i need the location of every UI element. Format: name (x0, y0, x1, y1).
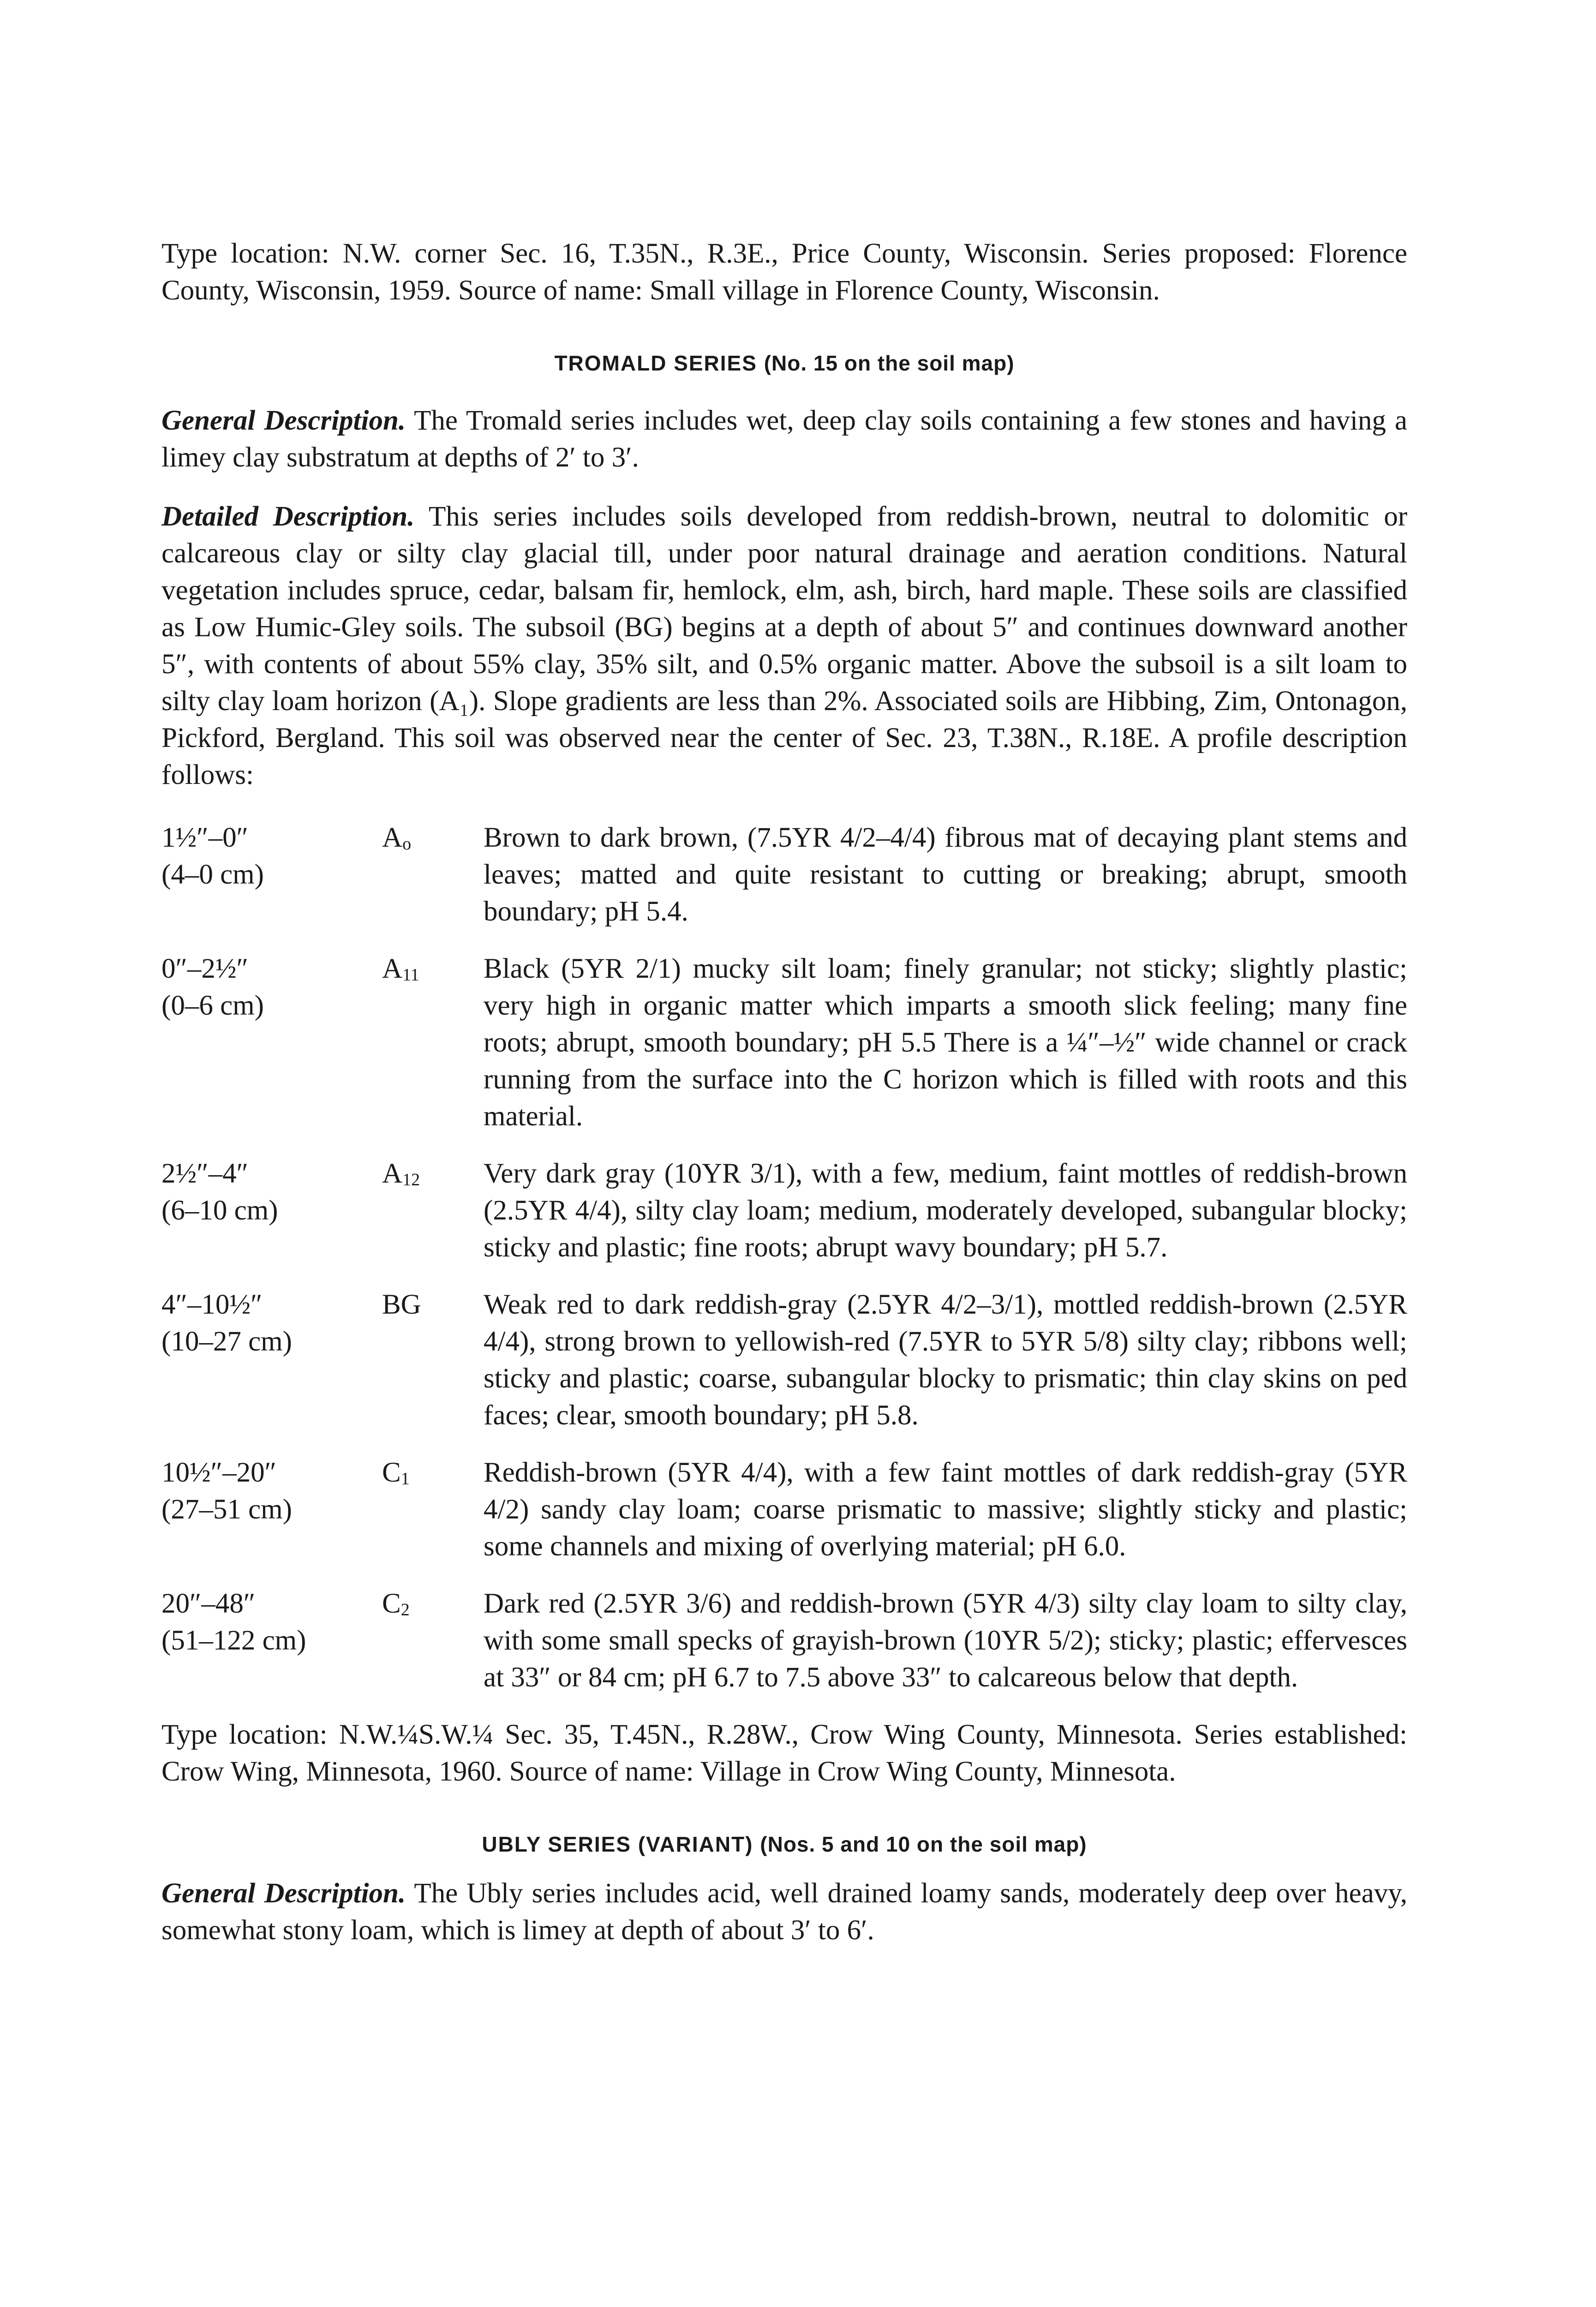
tromald-general-text: The Tromald series includes wet, deep clay soils containing a few stones and having a limey clay substratum at depths of 2′ to 3′. (161, 405, 1408, 473)
horizon-code: $A_{11}$ (382, 953, 419, 985)
horizon-row (161, 1286, 1407, 1434)
ubly-series-heading (161, 1832, 1407, 1857)
document-page (161, 235, 1407, 1949)
ubly-general-description (161, 1875, 1407, 1949)
horizon-description: Brown to dark brown, (7.5YR 4/2–4/4) fibrous mat of decaying plant stems and leaves; matted and quite resistant to cutting or breaking; abrupt, smooth boundary; pH 5.4. (484, 822, 1407, 927)
tromald-detailed-label: Detailed Description. (161, 501, 415, 532)
tromald-type-location: Type location: N.W.¼S.W.¼ Sec. 35, T.45N., R.28W., Crow Wing County, Minnesota. Series established: Crow Wing, Minnesota, 1960. Source of name: Village in Crow Wing County, Minnesota. (161, 1719, 1407, 1787)
tromald-series-heading (161, 351, 1407, 376)
horizon-description: Black (5YR 2/1) mucky silt loam; finely granular; not sticky; slightly plastic; very high in organic matter which imparts a smooth slick feeling; many fine roots; abrupt, smooth boundary; pH 5.5 There is a ¼″–½″ wide channel or crack running from the surface into the C horizon which is filled with roots and this material. (484, 953, 1407, 1132)
tromald-general-label: General Description. (161, 405, 406, 436)
ubly-general-text: The Ubly series includes acid, well drained loamy sands, moderately deep over heavy, somewhat stony loam, which is limey at depth of about 3′ to 6′. (161, 1878, 1407, 1946)
tromald-heading-title: TROMALD SERIES (554, 351, 757, 375)
horizon-row (161, 950, 1407, 1135)
ubly-general-label: General Description. (161, 1878, 406, 1909)
horizon-description: Very dark gray (10YR 3/1), with a few, medium, faint mottles of reddish-brown (2.5YR 4/4), silty clay loam; medium, moderately developed, subangular blocky; sticky and plastic; fine roots; abrupt wavy boundary; pH 5.7. (484, 1158, 1407, 1263)
horizon-description: Weak red to dark reddish-gray (2.5YR 4/2–3/1), mottled reddish-brown (2.5YR 4/4), strong brown to yellowish-red (7.5YR to 5YR 5/8) silty clay; ribbons well; sticky and plastic; coarse, subangular blocky to prismatic; thin clay skins on ped faces; clear, smooth boundary; pH 5.8. (484, 1289, 1407, 1431)
horizon-depth: 4″–10½″ (10–27 cm) (161, 1289, 292, 1357)
horizon-code: $A_o$ (382, 822, 412, 854)
ubly-heading-title: UBLY SERIES (VARIANT) (482, 1832, 753, 1856)
horizon-depth: 10½″–20″ (27–51 cm) (161, 1457, 292, 1525)
tromald-heading-note: (No. 15 on the soil map) (764, 351, 1015, 375)
horizon-row (161, 819, 1407, 930)
tromald-detailed-text: This series includes soils developed from reddish-brown, neutral to dolomitic or calcareous clay or silty clay glacial till, under poor natural drainage and aeration conditions. Natural vegetation includes spruce, cedar, balsam fir, hemlock, elm, ash, birch, hard maple. These soils are classified as Low Humic-Gley soils. The subsoil (BG) begins at a depth of about 5″ and continues downward another 5″, with contents of about 55% clay, 35% silt, and 0.5% organic matter. Above the subsoil is a silt loam to silty clay loam horizon (A₁). Slope gradients are less than 2%. Associated soils are Hibbing, Zim, Ontonagon, Pickford, Bergland. This soil was observed near the center of Sec. 23, T.38N., R.18E. A profile description follows: (161, 501, 1408, 790)
horizon-code: $C_2$ (382, 1588, 410, 1620)
horizon-description: Reddish-brown (5YR 4/4), with a few faint mottles of dark reddish-gray (5YR 4/2) sandy clay loam; coarse prismatic to massive; slightly sticky and plastic; some channels and mixing of overlying material; pH 6.0. (484, 1457, 1407, 1562)
horizon-description: Dark red (2.5YR 3/6) and reddish-brown (5YR 4/3) silty clay loam to silty clay, with some small specks of grayish-brown (10YR 5/2); sticky; plastic; effervesces at 33″ or 84 cm; pH 6.7 to 7.5 above 33″ to calcareous below that depth. (484, 1588, 1407, 1693)
horizon-row (161, 1585, 1407, 1696)
horizon-profile-list (161, 819, 1407, 1696)
horizon-code: BG (382, 1289, 421, 1320)
horizon-code: $C_1$ (382, 1457, 410, 1488)
tromald-detailed-description (161, 498, 1407, 794)
horizon-depth: 0″–2½″ (0–6 cm) (161, 953, 264, 1021)
horizon-depth: 1½″–0″ (4–0 cm) (161, 822, 264, 890)
tromald-general-description (161, 402, 1407, 476)
horizon-depth: 2½″–4″ (6–10 cm) (161, 1158, 278, 1226)
florence-type-location: Type location: N.W. corner Sec. 16, T.35N., R.3E., Price County, Wisconsin. Series proposed: Florence County, Wisconsin, 1959. Source of name: Small village in Florence County, Wisconsin. (161, 238, 1407, 306)
ubly-heading-note: (Nos. 5 and 10 on the soil map) (760, 1832, 1087, 1856)
horizon-code: $A_{12}$ (382, 1158, 420, 1189)
horizon-row (161, 1155, 1407, 1266)
horizon-depth: 20″–48″ (51–122 cm) (161, 1588, 306, 1656)
horizon-row (161, 1454, 1407, 1565)
